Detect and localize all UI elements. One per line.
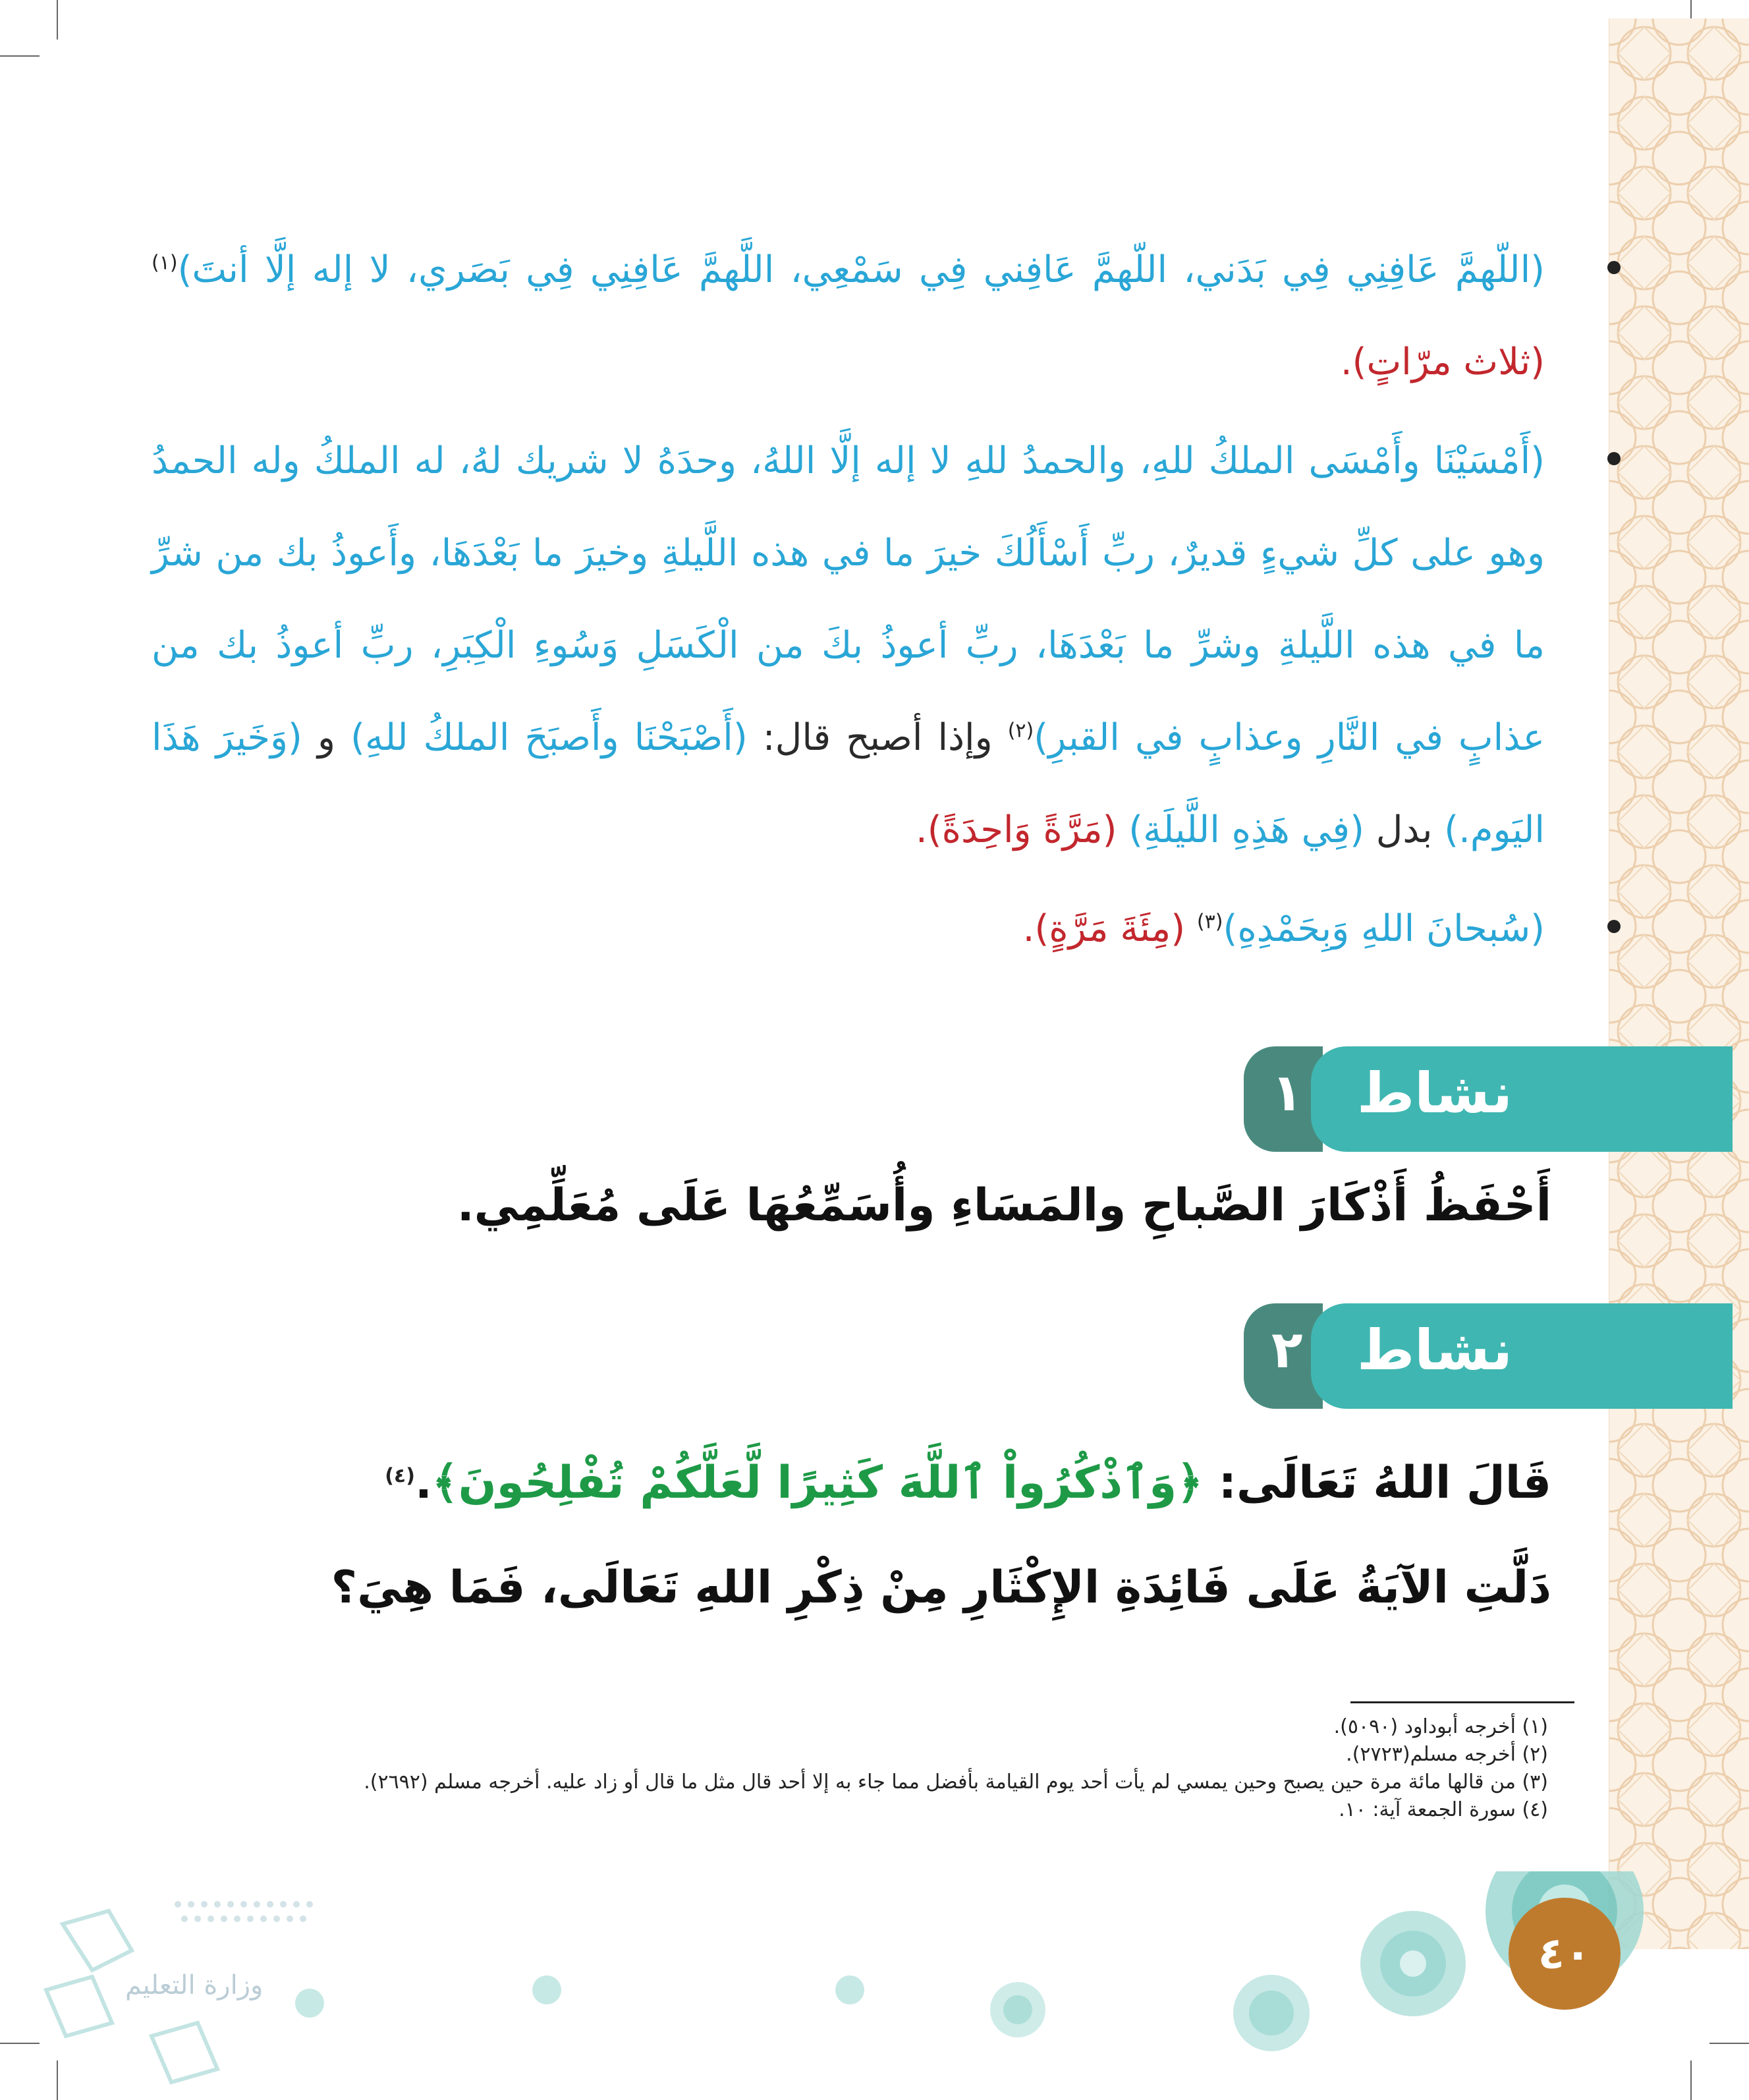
dhikr-text: بدل <box>1364 809 1445 851</box>
activity-number: ٢ <box>1271 1320 1303 1380</box>
crop-mark <box>57 0 58 40</box>
verse-intro: قَالَ اللهُ تَعَالَى: <box>1203 1457 1551 1509</box>
crop-mark <box>0 55 40 57</box>
footnote-ref: (١) <box>152 251 178 275</box>
dhikr-item <box>152 224 1545 409</box>
ministry-logo-text: وزارة التعليم <box>125 1970 264 2001</box>
dhikr-text: (مِئَةَ مَرَّةٍ). <box>1022 907 1197 950</box>
verse-end: . <box>414 1457 432 1509</box>
bullet-dot <box>1607 452 1621 465</box>
footnote-ref: (٤) <box>385 1464 415 1488</box>
bullet-dot <box>1607 920 1621 933</box>
dhikr-text: (فِي هَذِهِ اللَّيلَةِ) <box>1128 809 1364 851</box>
footnote: (٢) أخرجه مسلم(٢٧٢٣). <box>1346 1743 1548 1766</box>
footnotes <box>364 1713 1548 1824</box>
footnote: (١) أخرجه أبوداود (٥٠٩٠). <box>1333 1715 1548 1738</box>
footnote-rule <box>1350 1701 1574 1703</box>
activity-title: نشاط <box>1357 1318 1513 1382</box>
footnote-ref: (٣) <box>1196 910 1223 934</box>
dhikr-text: (اللّهمَّ عَافِنِي فِي بَدَني، اللّهمَّ عَافِني فِي سَمْعِي، اللَّهمَّ عَافِنِي فِي بَصَري، لا إله إلَّا أنتَ) <box>177 248 1545 291</box>
activity-2-question: دَلَّتِ الآيَةُ عَلَى فَائِدَةِ الإِكْثَارِ مِنْ ذِكْرِ اللهِ تَعَالَى، فَمَا هِيَ؟ <box>331 1562 1551 1614</box>
dhikr-text: (أَمْسَيْنَا وأَمْسَى الملكُ للهِ، والحمدُ للهِ لا إله إلَّا اللهُ، وحدَهُ لا شريك لهُ، له الملكُ وله الحمدُ وهو على كلِّ شيءٍ قديرٌ، ربِّ أَسْأَلُكَ خيرَ ما في هذه اللَّيلةِ وخيرَ ما بَعْدَهَا، وأَعوذُ بك من شرِّ ما في هذه اللَّيلةِ وشرِّ ما بَعْدَهَا، ربِّ أعوذُ بكَ من الْكَسَلِ وَسُوءِ الْكِبَرِ، ربِّ أعوذُ بك من عذابٍ في النَّارِ وعذابٍ في القبرِ) <box>152 440 1545 759</box>
bullet-dot <box>1607 261 1621 274</box>
quran-verse: ﴿وَٱذْكُرُواْ ٱللَّهَ كَثِيرًا لَّعَلَّكُمْ تُفْلِحُونَ﴾ <box>431 1457 1204 1509</box>
dhikr-text: وإذا أصبح قال: <box>747 716 1008 759</box>
footnote-ref: (٢) <box>1007 719 1034 743</box>
footnote: (٣) من قالها مائة مرة حين يصبح وحين يمسي لم يأت أحد يوم القيامة بأفضل مما جاء به إلا أحد قال مثل ما قال أو زاد عليه. أخرجه مسلم (٢٦٩٢). <box>364 1771 1548 1794</box>
activity-banner-2 <box>0 1303 1749 1409</box>
activity-2-verse-line <box>385 1456 1551 1509</box>
dhikr-text: و <box>302 716 351 759</box>
dhikr-item <box>152 883 1545 975</box>
dhikr-text: (وَخَيرَ هَذَا اليَوم.) <box>152 716 1545 851</box>
dhikr-text: (سُبحانَ اللهِ وَبِحَمْدِهِ) <box>1223 907 1545 950</box>
activity-title: نشاط <box>1357 1061 1513 1125</box>
dhikr-text: (مَرَّةً وَاحِدَةً). <box>916 809 1129 851</box>
activity-number: ١ <box>1271 1064 1303 1123</box>
activity-1-instruction: أَحْفَظُ أَذْكَارَ الصَّباحِ والمَسَاءِ وأُسَمِّعُهَا عَلَى مُعَلِّمِي. <box>457 1179 1551 1232</box>
dhikr-list <box>152 224 1545 975</box>
dhikr-text: (أَصْبَحْنَا وأَصبَحَ الملكُ للهِ) <box>350 716 748 759</box>
dhikr-item <box>152 415 1545 876</box>
activity-banner-1 <box>0 1046 1749 1152</box>
decorative-pattern-strip <box>1609 18 1749 1949</box>
footnote: (٤) سورة الجمعة آية: ١٠. <box>1339 1798 1548 1821</box>
page-number: ٤٠ <box>1509 1898 1621 2010</box>
dhikr-text: (ثلاث مرّاتٍ). <box>1340 341 1545 383</box>
